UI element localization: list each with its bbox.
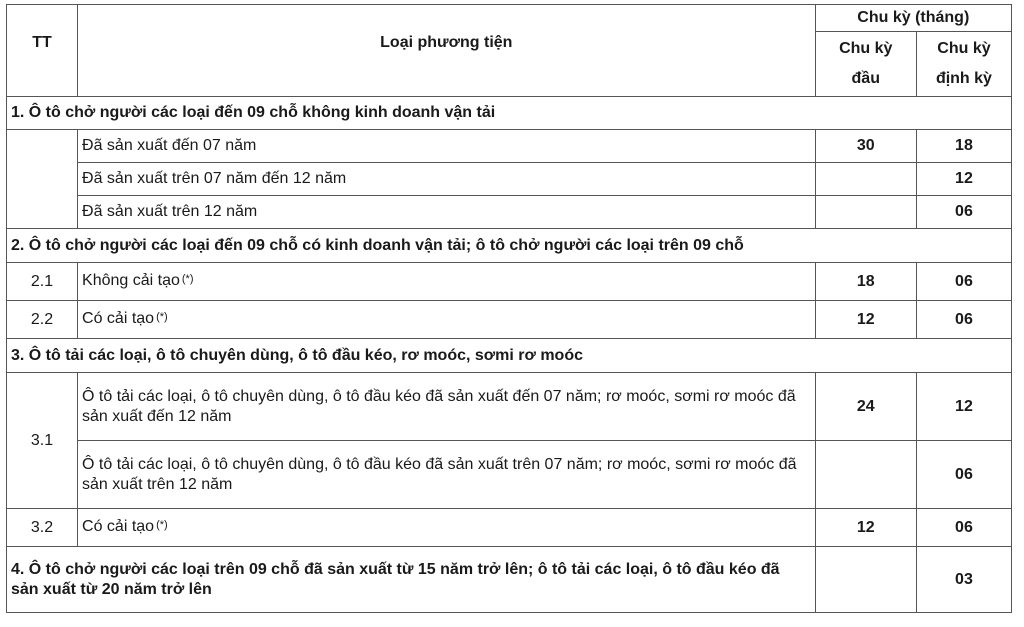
row-tt: 2.1	[7, 263, 78, 301]
section-2-row	[7, 229, 1012, 263]
row-periodic-cycle: 06	[916, 441, 1011, 509]
section-1-title: 1. Ô tô chở người các loại đến 09 chỗ không kinh doanh vận tải	[7, 97, 1012, 130]
header-first-cycle: Chu kỳ đầu	[815, 32, 916, 97]
row-tt: 2.2	[7, 301, 78, 339]
row-periodic-cycle: 06	[916, 263, 1011, 301]
row-tt: 3.1	[7, 373, 78, 509]
row-first-cycle: 12	[815, 301, 916, 339]
table-row	[7, 130, 1012, 163]
header-tt: TT	[7, 5, 78, 97]
row-first-cycle	[815, 196, 916, 229]
row-name: Có cải tạo	[82, 518, 155, 535]
row-first-cycle: 30	[815, 130, 916, 163]
row-first-cycle	[815, 547, 916, 613]
row-name: Ô tô tải các loại, ô tô chuyên dùng, ô tô đầu kéo đã sản xuất trên 07 năm; rơ moóc, sơmi rơ moóc đã sản xuất trên 12 năm	[78, 441, 816, 509]
section-1-tt-empty	[7, 130, 78, 229]
header-vehicle-type: Loại phương tiện	[78, 5, 816, 97]
row-name: Đã sản xuất trên 07 năm đến 12 năm	[78, 163, 816, 196]
section-1-row	[7, 97, 1012, 130]
row-first-cycle: 24	[815, 373, 916, 441]
row-name: Đã sản xuất trên 12 năm	[78, 196, 816, 229]
note-mark: (*)	[181, 273, 194, 285]
row-name: Có cải tạo	[82, 310, 155, 327]
row-name-cell	[78, 301, 816, 339]
table-row	[7, 301, 1012, 339]
row-periodic-cycle: 03	[916, 547, 1011, 613]
row-tt: 3.2	[7, 509, 78, 547]
row-name-cell	[78, 509, 816, 547]
row-periodic-cycle: 06	[916, 509, 1011, 547]
header-row-top	[7, 5, 1012, 32]
section-4-title: 4. Ô tô chở người các loại trên 09 chỗ đã sản xuất từ 15 năm trở lên; ô tô tải các loại, ô tô đầu kéo đã sản xuất từ 20 năm trở lên	[7, 547, 816, 613]
row-periodic-cycle: 12	[916, 163, 1011, 196]
row-periodic-cycle: 06	[916, 196, 1011, 229]
row-first-cycle: 18	[815, 263, 916, 301]
note-mark: (*)	[156, 311, 168, 323]
table-row	[7, 196, 1012, 229]
table-row	[7, 373, 1012, 441]
row-name: Không cải tạo	[82, 272, 180, 289]
table-row	[7, 163, 1012, 196]
table-row	[7, 441, 1012, 509]
table-row	[7, 509, 1012, 547]
inspection-cycle-table-wrapper	[6, 4, 1012, 613]
row-name-cell	[78, 263, 816, 301]
row-name: Ô tô tải các loại, ô tô chuyên dùng, ô tô đầu kéo đã sản xuất đến 07 năm; rơ moóc, sơmi rơ moóc đã sản xuất đến 12 năm	[78, 373, 816, 441]
header-periodic-cycle: Chu kỳ định kỳ	[916, 32, 1011, 97]
table-row	[7, 263, 1012, 301]
note-mark: (*)	[156, 519, 168, 531]
row-periodic-cycle: 12	[916, 373, 1011, 441]
row-periodic-cycle: 06	[916, 301, 1011, 339]
section-4-row	[7, 547, 1012, 613]
row-periodic-cycle: 18	[916, 130, 1011, 163]
row-first-cycle	[815, 163, 916, 196]
section-3-title: 3. Ô tô tải các loại, ô tô chuyên dùng, ô tô đầu kéo, rơ moóc, sơmi rơ moóc	[7, 339, 1012, 373]
section-2-title: 2. Ô tô chở người các loại đến 09 chỗ có kinh doanh vận tải; ô tô chở người các loại trên 09 chỗ	[7, 229, 1012, 263]
inspection-cycle-table	[6, 4, 1012, 613]
row-name: Đã sản xuất đến 07 năm	[78, 130, 816, 163]
row-first-cycle: 12	[815, 509, 916, 547]
row-first-cycle	[815, 441, 916, 509]
section-3-row	[7, 339, 1012, 373]
header-cycle-group: Chu kỳ (tháng)	[815, 5, 1011, 32]
